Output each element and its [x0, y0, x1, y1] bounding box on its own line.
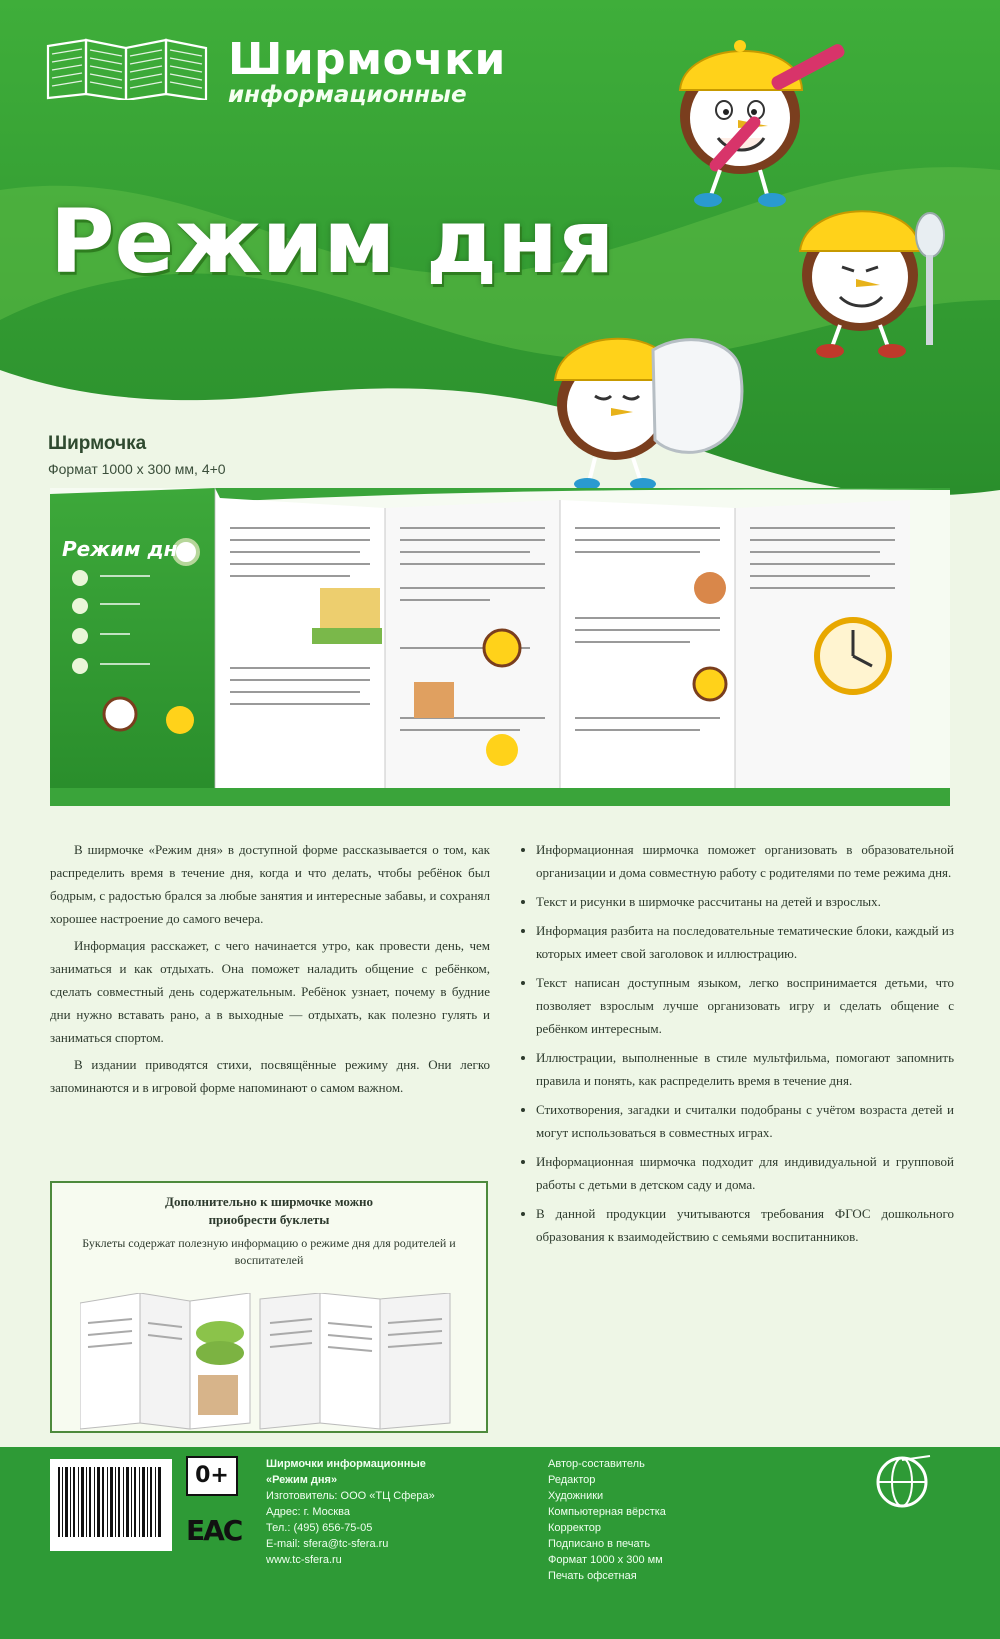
- feature-bullet: • Информация разбита на последовательные тематические блоки, каждый из которых имеет свой заголовок и иллюстрацию.: [536, 919, 954, 965]
- preview-panel-title: Режим дня: [62, 537, 191, 561]
- imprint-line: Подписано в печать: [548, 1538, 651, 1550]
- publisher-logo-icon: [872, 1452, 932, 1512]
- product-format: Формат 1000 x 300 мм, 4+0: [48, 461, 226, 477]
- series-logo: [46, 34, 506, 108]
- imprint-line: Изготовитель: ООО «ТЦ Сфера»: [266, 1490, 435, 1502]
- clock-character-pillow: [535, 300, 750, 490]
- imprint-line: Автор-составитель: [548, 1458, 645, 1470]
- feature-bullet: • Иллюстрации, выполненные в стиле мультфильма, помогают запомнить правила и понять, как распределить время в течение дня.: [536, 1046, 954, 1092]
- barcode: [50, 1459, 172, 1551]
- feature-bullet: • Текст и рисунки в ширмочке рассчитаны на детей и взрослых.: [536, 890, 954, 913]
- imprint-line: Редактор: [548, 1474, 596, 1486]
- imprint-line: Ширмочки информационные: [266, 1458, 426, 1470]
- description-right: [518, 838, 954, 1254]
- booklets-ad-title-line: приобрести буклеты: [208, 1212, 330, 1227]
- product-type: Ширмочка: [48, 433, 147, 454]
- imprint-line: Художники: [548, 1490, 604, 1502]
- imprint-line: Адрес: г. Москва: [266, 1506, 350, 1518]
- imprint-line: Компьютерная вёрстка: [548, 1506, 666, 1518]
- eac-mark: EAC: [186, 1514, 242, 1547]
- booklets-ad-title: [52, 1193, 486, 1229]
- folding-screen-icon: [46, 38, 216, 100]
- age-rating-badge: 0+: [186, 1456, 238, 1496]
- imprint-line: Формат 1000 x 300 мм: [548, 1554, 663, 1566]
- imprint-line: E-mail: sfera@tc-sfera.ru: [266, 1538, 389, 1550]
- imprint-left: [266, 1456, 506, 1568]
- series-subname: информационные: [228, 82, 467, 108]
- description-paragraph: Информация расскажет, с чего начинается утро, как провести день, чем заниматься и как отдыхать. Она поможет наладить общение с ребёнком, сделать совместный день содержательным. Ребёнок узнает, почему в будние дни нужно вставать рано, а в выходные — отдыхать, как полезно гулять и заниматься спортом.: [50, 938, 490, 1045]
- imprint-line: Печать офсетная: [548, 1570, 637, 1582]
- booklets-ad-text: Буклеты содержат полезную информацию о режиме дня для родителей и воспитателей: [82, 1236, 456, 1267]
- booklets-image: [80, 1293, 460, 1433]
- description-left: [50, 838, 490, 1103]
- feature-bullet: • Текст написан доступным языком, легко воспринимается детьми, что позволяет взрослым лучше организовать игру и сделать общение с ребёнком интересным.: [536, 971, 954, 1040]
- feature-bullet: • Информационная ширмочка поможет организовать в образовательной организации и дома совместную работу с родителями по теме режима дня.: [536, 838, 954, 884]
- imprint-line: «Режим дня»: [266, 1474, 338, 1486]
- booklets-ad: [50, 1181, 488, 1433]
- feature-bullet: • В данной продукции учитываются требования ФГОС дошкольного образования к взаимодействию с семьями воспитанников.: [536, 1202, 954, 1248]
- series-name: Ширмочки: [228, 34, 506, 85]
- imprint-right: [548, 1456, 808, 1584]
- imprint-line: Корректор: [548, 1522, 601, 1534]
- imprint-line: Тел.: (495) 656-75-05: [266, 1522, 373, 1534]
- page-title: Режим дня: [50, 190, 615, 293]
- description-paragraph: В издании приводятся стихи, посвящённые режиму дня. Они легко запоминаются и в игровой форме напоминают о самом важном.: [50, 1057, 490, 1095]
- description-paragraph: В ширмочке «Режим дня» в доступной форме рассказывается о том, как распределить время в течение дня, когда и что делать, чтобы ребёнок был бодрым, с радостью брался за любые занятия и интересные забавы, и сохранял хорошее настроение до самого вечера.: [50, 842, 490, 926]
- clock-character-spoon: [780, 175, 950, 360]
- booklets-ad-title-line: Дополнительно к ширмочке можно: [165, 1194, 373, 1209]
- imprint-line: www.tc-sfera.ru: [266, 1554, 342, 1566]
- feature-bullet: • Информационная ширмочка подходит для индивидуальной и групповой работы с детьми в детском саду и дома.: [536, 1150, 954, 1196]
- feature-bullet: • Стихотворения, загадки и считалки подобраны с учётом возраста детей и могут использоваться в совместных играх.: [536, 1098, 954, 1144]
